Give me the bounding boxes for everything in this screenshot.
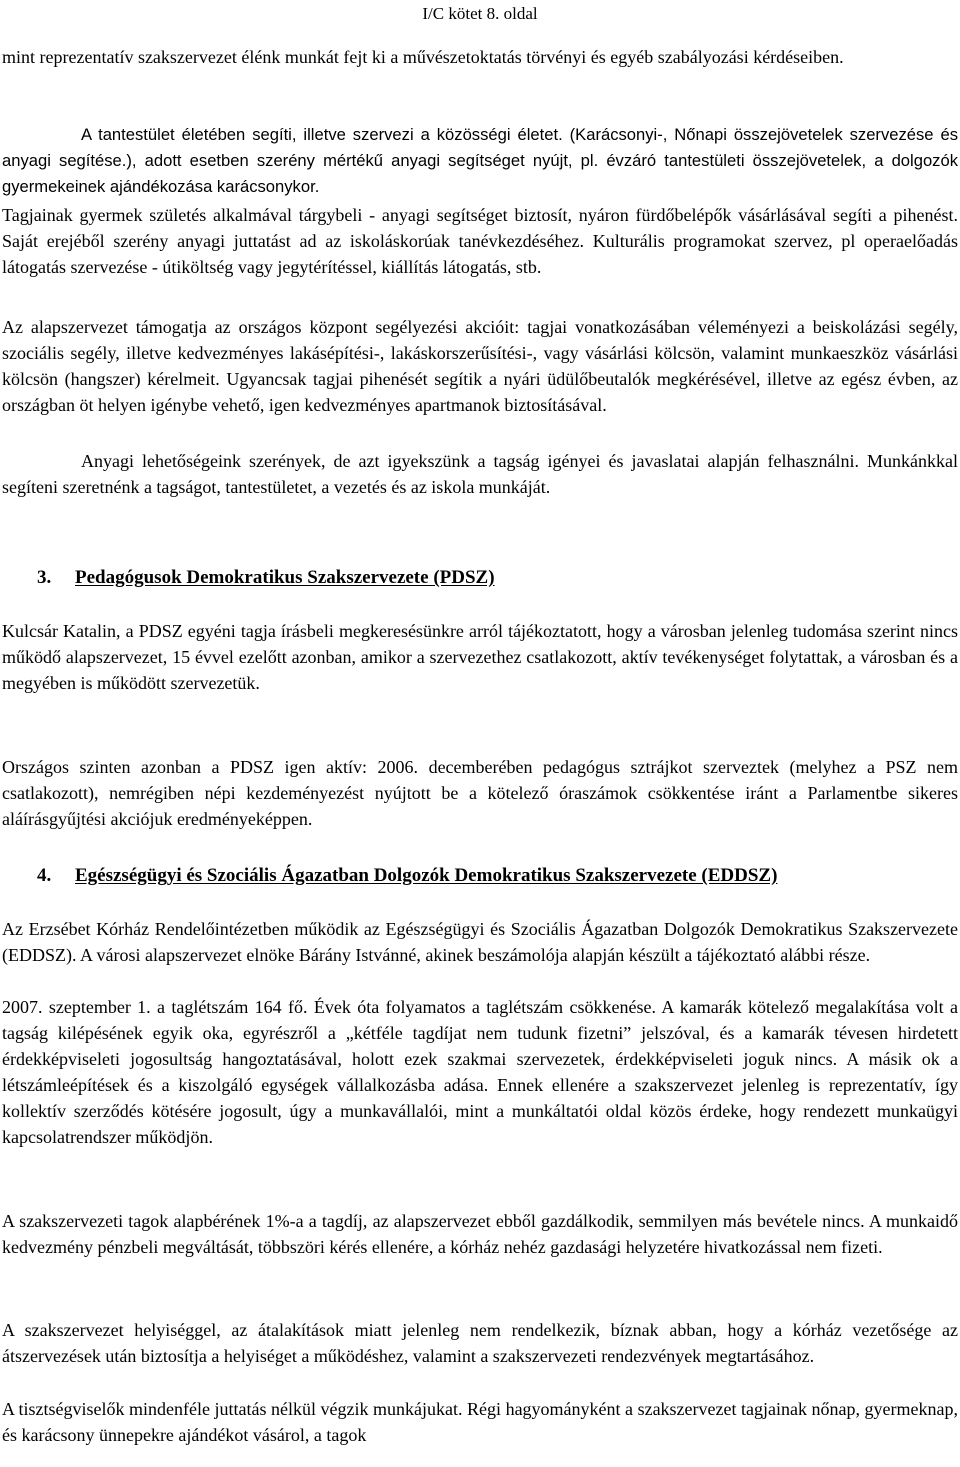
paragraph: Kulcsár Katalin, a PDSZ egyéni tagja írásbeli megkeresésünkre arról tájékoztatott, hogy a városban jelenleg tudomása szerint nincs működő alapszervezet, 15 évvel ezelőtt azonban, amikor a szervezethez csatlakozott, aktív tevékenységet folytattak, a városban és a megyében is működött szervezetük. (2, 621, 958, 693)
paragraph: A tantestület életében segíti, illetve szervezi a közösségi életet. (Karácsonyi-, Nőnapi összejövetelek szervezése és anyagi segítése.), adott esetben szerény mértékű anyagi segítséget nyújt, pl. évzáró tantestületi összejövetelek, a dolgozók gyermekeinek ajándékozása karácsonykor. (2, 125, 958, 196)
paragraph: A szakszervezet helyiséggel, az átalakítások miatt jelenleg nem rendelkezik, bíznak abban, hogy a kórház vezetősége az átszervezések után biztosítja a helyiséget a működéshez, valamint a szakszervezeti rendezvények megtartásához. (2, 1320, 958, 1366)
paragraph: Országos szinten azonban a PDSZ igen aktív: 2006. decemberében pedagógus sztrájkot szerveztek (melyhez a PSZ nem csatlakozott), nemrégiben népi kezdeményezést nyújtott be a kötelező óraszámok csökkentése iránt a Parlamentbe sikeres aláírásgyűjtési akciójuk eredményeképpen. (2, 757, 958, 829)
paragraph: Anyagi lehetőségeink szerények, de azt igyekszünk a tagság igényei és javaslatai alapján felhasználni. Munkánkkal segíteni szeretnénk a tagságot, tantestületet, a vezetés és az iskola munkáját. (2, 451, 958, 497)
page-header: I/C kötet 8. oldal (422, 4, 538, 23)
paragraph: 2007. szeptember 1. a taglétszám 164 fő. Évek óta folyamatos a taglétszám csökkenése. A kamarák kötelező megalakítása volt a tagság kilépésének egyik oka, egyrészről a „kétféle tagdíjat nem tudunk fizetni” jelszóval, és a kamarák tévesen hirdetett érdekképviseleti jogosultság hangoztatásával, holott ezek szakmai szervezetek, érdekképviseleti joguk nincs. A másik ok a létszámleépítések és a kiszolgáló egységek vállalkozásba adása. Ennek ellenére a szakszervezet jelenleg is reprezentatív, így kollektív szerződés kötésére jogosult, úgy a munkavállalói, mint a munkáltatói oldal közös érdeke, hogy rendezett munkaügyi kapcsolatrendszer működjön. (2, 997, 958, 1147)
section-title: Pedagógusok Demokratikus Szakszervezete (PDSZ) (75, 567, 495, 588)
paragraph: A szakszervezeti tagok alapbérének 1%-a a tagdíj, az alapszervezet ebből gazdálkodik, semmilyen más bevétele nincs. A munkaidő kedvezmény pénzbeli megváltását, többszöri kérés ellenére, a kórház nehéz gazdasági helyzetére hivatkozással nem fizeti. (2, 1211, 958, 1257)
paragraph: Tagjainak gyermek születés alkalmával tárgybeli - anyagi segítséget biztosít, nyáron fürdőbelépők vásárlásával segíti a pihenést. Saját erejéből szerény anyagi juttatást ad az iskoláskorúak tanévkezdéséhez. Kulturális programokat szervez, pl operaelőadás látogatás szervezése - útiköltség vagy jegytérítéssel, kiállítás látogatás, stb. (2, 205, 958, 277)
paragraph: Az alapszervezet támogatja az országos központ segélyezési akcióit: tagjai vonatkozásában véleményezi a beiskolázási segély, szociális segély, illetve kedvezményes lakásépítési-, lakáskorszerűsítési-, vagy vásárlási kölcsön, valamint munkaeszköz vásárlási kölcsön (hangszer) kérelmeit. Ugyancsak tagjai pihenését segítik a nyári üdülőbeutalók megkérésével, illetve az egész évben, az országban öt helyen igénybe vehető, igen kedvezményes apartmanok biztosításával. (2, 317, 958, 415)
section-title: Egészségügyi és Szociális Ágazatban Dolgozók Demokratikus Szakszervezete (EDDSZ) (75, 865, 778, 886)
section-number: 3. (37, 567, 52, 588)
paragraph: Az Erzsébet Kórház Rendelőintézetben működik az Egészségügyi és Szociális Ágazatban Dolgozók Demokratikus Szakszervezete (EDDSZ). A városi alapszervezet elnöke Bárány Istvánné, akinek beszámolója alapján készült a tájékoztató alábbi része. (2, 919, 958, 965)
section-number: 4. (37, 865, 52, 886)
paragraph: mint reprezentatív szakszervezet élénk munkát fejt ki a művészetoktatás törvényi és egyéb szabályozási kérdéseiben. (2, 47, 844, 67)
paragraph: A tisztségviselők mindenféle juttatás nélkül végzik munkájukat. Régi hagyományként a szakszervezet tagjainak nőnap, gyermeknap, és karácsony ünnepekre ajándékot vásárol, a tagok (2, 1399, 958, 1445)
